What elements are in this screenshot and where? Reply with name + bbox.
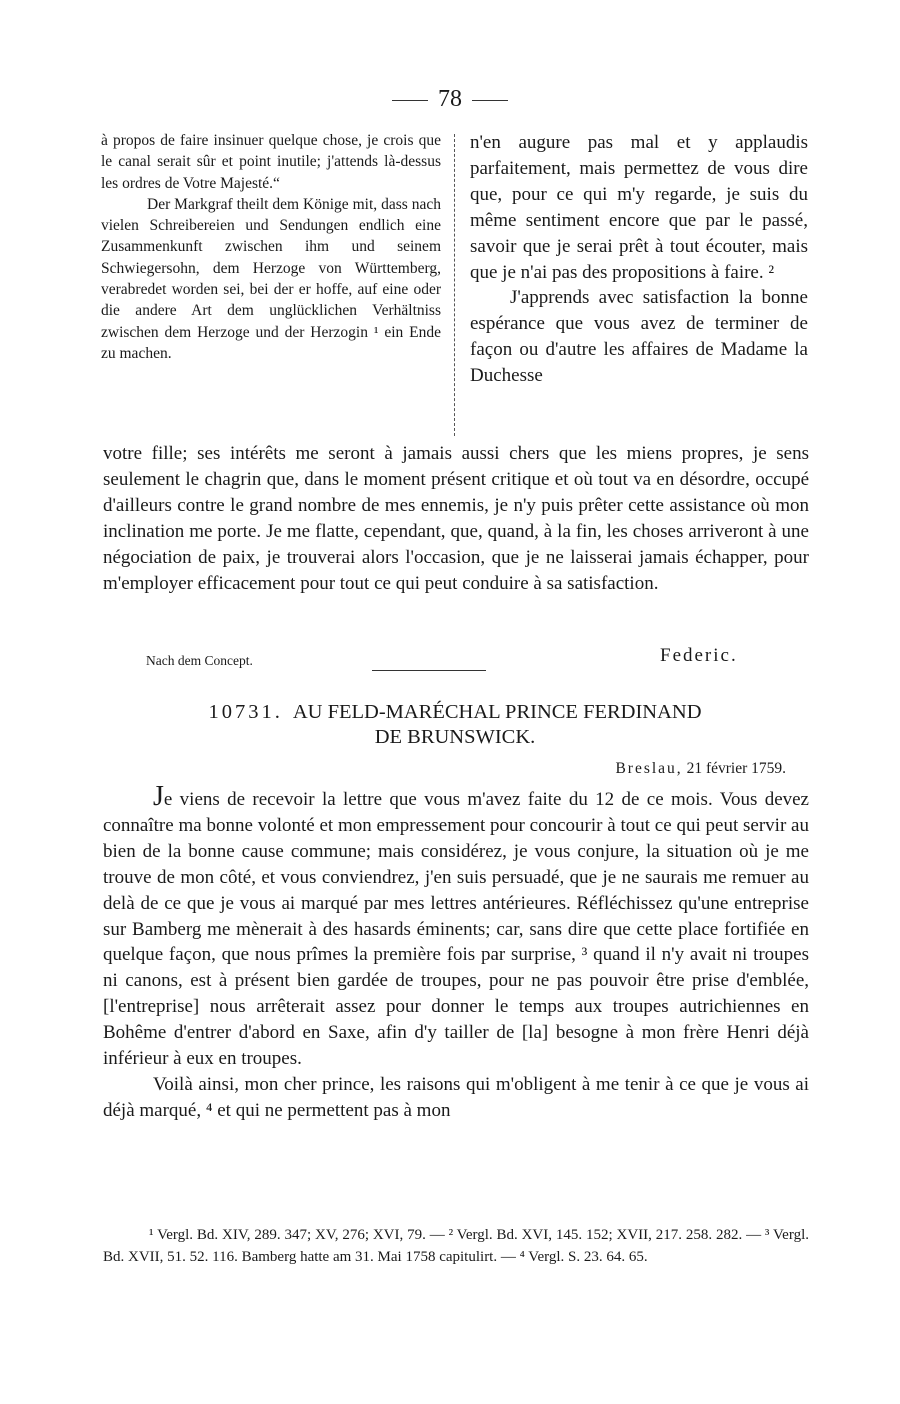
letter-paragraph: Voilà ainsi, mon cher prince, les raisons qui m'obligent à me tenir à ce que je vous ai déjà marqué, ⁴ et qui ne permettent pas à mon (103, 1073, 809, 1121)
letter-number: 10731. (208, 701, 283, 723)
page-number: 78 (438, 86, 462, 112)
right-column (470, 130, 808, 389)
right-column-paragraph: J'apprends avec satisfaction la bonne espérance que vous avez de terminer de façon ou d'autre les affaires de Madame la Duchesse (470, 287, 808, 387)
letter-paragraph (103, 781, 809, 1072)
dateline-date: 21 février 1759. (686, 760, 786, 777)
left-column (101, 130, 441, 364)
continuation-paragraph: votre fille; ses intérêts me seront à jamais aussi chers que les miens propres, je sens seulement le chagrin que, dans le moment présent critique et où tout va en désordre, occupé d'ailleurs contre le grand nombre de mes ennemis, je n'y puis prêter cette assistance où mon inclination me porte. Je me flatte, cependant, que, quand, à la fin, les choses arriveront à une négociation de paix, je trouverai alors l'occasion, que je ne laisserai jamais échapper, pour m'employer efficacement pour tout ce qui peut conduire à sa satisfaction. (103, 443, 809, 594)
dateline (615, 760, 786, 778)
left-column-paragraph: à propos de faire insinuer quelque chose, je crois que le canal serait sûr et point inutile; j'attends là-dessus les ordres de Votre Majesté.“ (101, 132, 441, 192)
left-column-paragraph: Der Markgraf theilt dem Könige mit, dass nach vielen Schreibereien und Sendungen endlich eine Zusammenkunft zwischen ihm und seinem Schwiegersohn, dem Herzoge von Württemberg, verabredet worden sei, bei der er hoffe, auf eine oder die andere Art dem unglücklichen Verhältniss zwischen dem Herzoge und der Herzogin ¹ ein Ende zu machen. (101, 195, 441, 362)
letter-title-line1: AU FELD-MARÉCHAL PRINCE FERDINAND (292, 701, 702, 723)
signature: Federic. (660, 645, 738, 666)
letter-heading (100, 700, 810, 750)
column-divider (454, 134, 455, 436)
footnotes: ¹ Vergl. Bd. XIV, 289. 347; XV, 276; XVI, 79. — ² Vergl. Bd. XVI, 145. 152; XVII, 217. 258. 282. — ³ Vergl. Bd. XVII, 51. 52. 116. Bamberg hatte am 31. Mai 1758 capitulirt. — ⁴ Vergl. S. 23. 64. 65. (103, 1227, 809, 1265)
source-note: Nach dem Concept. (146, 653, 253, 668)
right-column-paragraph: n'en augure pas mal et y applaudis parfaitement, mais permettez de vous dire que, pour ce qui m'y regarde, je suis du même sentiment encore que par le passé, savoir que je serai prêt à tout écouter, mais que je n'ai pas des propositions à faire. ² (470, 132, 808, 283)
drop-cap: J (153, 781, 164, 812)
page-number-header (0, 86, 900, 113)
letter-body (103, 781, 809, 1124)
dateline-place: Breslau, (615, 760, 683, 777)
letter-paragraph-text: e viens de recevoir la lettre que vous m'avez faite du 12 de ce mois. Vous devez connaître ma bonne volonté et mon empressement pour concourir à tout ce qui peut servir au bien de la bonne cause commune; mais considérez, je vous conjure, la situation où je me trouve de mon côté, et vous conviendrez, j'en suis persuadé, que je ne saurais me remuer au delà de ce que je vous ai marqué par mes lettres antérieures. Réfléchissez qu'une entreprise sur Bamberg me mènerait à des hasards éminents; car, sans dire que cette place fortifiée en quelque façon, que nous prîmes la première fois par surprise, ³ quand il n'y avait ni troupes ni canons, est à présent bien gardée de troupes, pour ne pas pouvoir être prise d'emblée, [l'entreprise] nous arrêterait assez pour donner le temps aux troupes autrichiennes en Bohême d'entrer d'abord en Saxe, afin d'y tailler de [la] besogne à mon frère Henri déjà inférieur à eux en troupes. (103, 789, 809, 1070)
section-rule (372, 670, 486, 671)
header-dash-left (392, 100, 428, 101)
letter-heading-line1 (100, 700, 810, 725)
letter-title-line2: DE BRUNSWICK. (374, 726, 536, 748)
header-dash-right (472, 100, 508, 101)
